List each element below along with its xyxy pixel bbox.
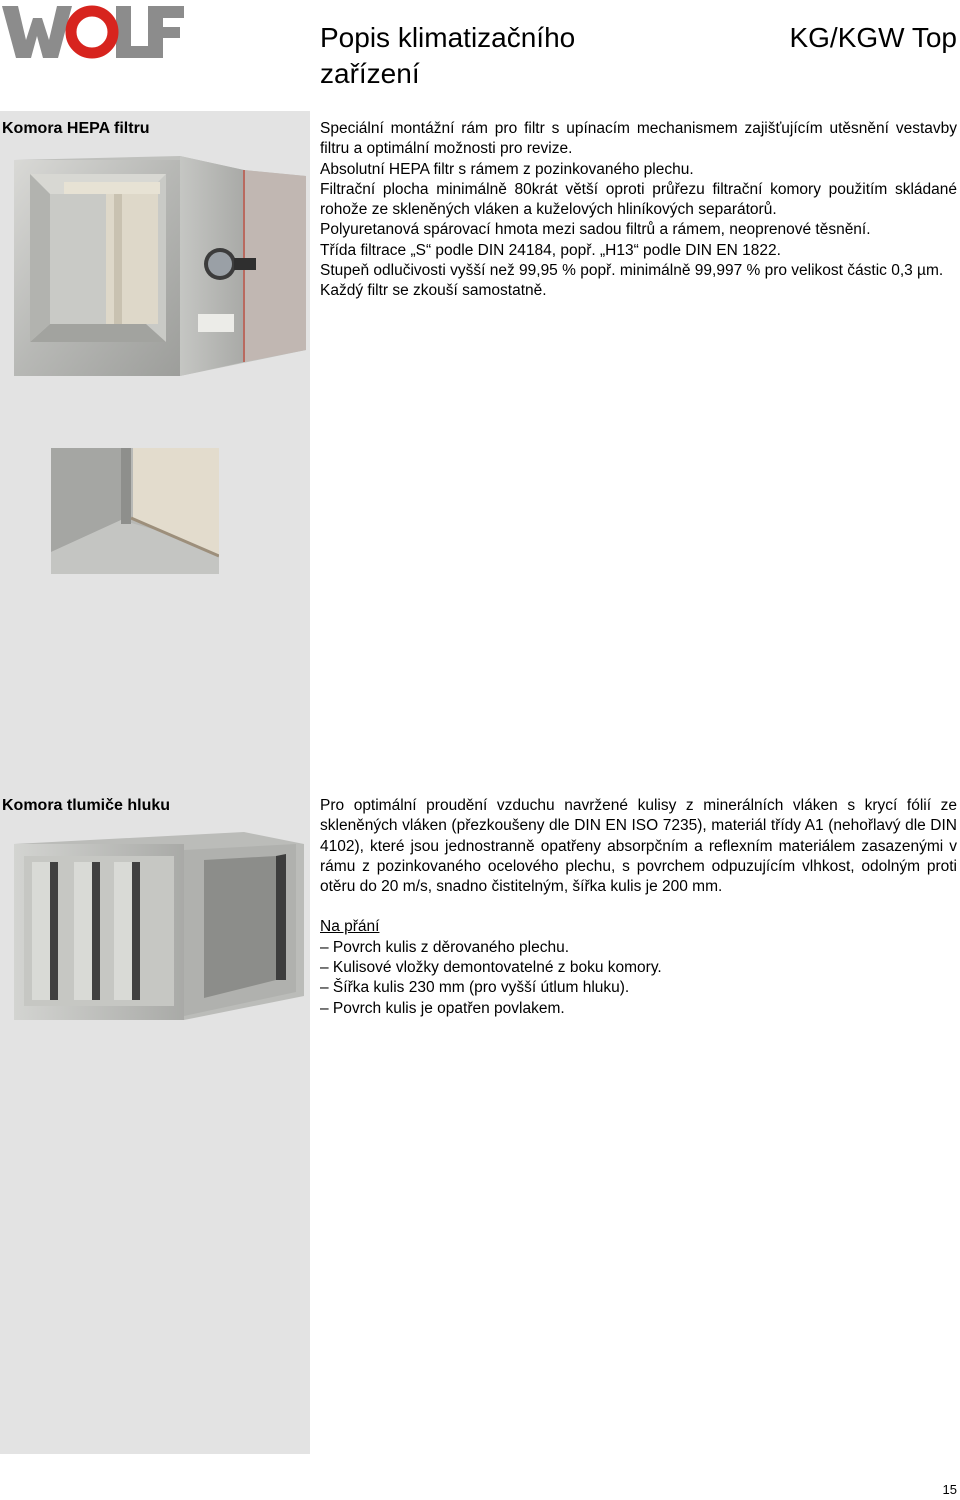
section-body-hepa bbox=[320, 119, 957, 302]
hepa-detail-photo bbox=[51, 448, 219, 574]
option-item: – Povrch kulis z děrovaného plechu. bbox=[320, 938, 570, 956]
hepa-chamber-photo bbox=[14, 154, 306, 378]
wolf-logo bbox=[2, 4, 184, 60]
paragraph: Každý filtr se zkouší samostatně. bbox=[320, 282, 547, 300]
wolf-logo-o bbox=[71, 11, 113, 53]
paragraph: Stupeň odlučivosti vyšší než 99,95 % popř. minimálně 99,997 % pro velikost částic 0,3 µm. bbox=[320, 262, 944, 280]
product-model: KG/KGW Top bbox=[789, 22, 957, 53]
option-item: – Kulisové vložky demontovatelné z boku komory. bbox=[320, 959, 662, 977]
page-title: Popis klimatizačního zařízení bbox=[320, 22, 576, 89]
paragraph: Polyuretanová spárovací hmota mezi sadou filtrů a rámem, neoprenové těsnění. bbox=[320, 221, 871, 239]
silencer-chamber-photo bbox=[14, 830, 304, 1024]
paragraph: Speciální montážní rám pro filtr s upínacím mechanismem zajišťujícím utěsnění vestavby filtru a optimální možnosti pro revize. bbox=[320, 120, 957, 158]
option-item: – Povrch kulis je opatřen povlakem. bbox=[320, 999, 565, 1017]
options-heading: Na přání bbox=[320, 918, 380, 936]
section-title-hepa: Komora HEPA filtru bbox=[2, 120, 150, 137]
option-item: – Šířka kulis 230 mm (pro vyšší útlum hluku). bbox=[320, 979, 630, 997]
section-title-silencer: Komora tlumiče hluku bbox=[2, 797, 171, 814]
paragraph: Třída filtrace „S“ podle DIN 24184, popř. „H13“ podle DIN EN 1822. bbox=[320, 241, 781, 259]
paragraph: Filtrační plocha minimálně 80krát větší oproti průřezu filtrační komory použitím skládané rohože ze skleněných vláken a kuželových hliníkových separátorů. bbox=[320, 180, 957, 219]
paragraph: Pro optimální proudění vzduchu navržené kulisy z minerálních vláken s krycí fólií ze skleněných vláken (přezkoušeny dle DIN EN ISO 7235), materiál třídy A1 (nehořlavý dle DIN 4102), které jsou jednostranně opatřeny absorpčním a reflexním materiálem zasazenými v rámu z pozinkovaného ocelového plechu, s povrchem odpuzujícím vlhkost, odolným proti otěru do 20 m/s, snadno čistitelným, šířka kulis je 200 mm. bbox=[320, 797, 957, 896]
section-body-silencer bbox=[320, 796, 957, 1019]
page-number: 15 bbox=[942, 1482, 957, 1497]
paragraph: Absolutní HEPA filtr s rámem z pozinkovaného plechu. bbox=[320, 160, 694, 178]
